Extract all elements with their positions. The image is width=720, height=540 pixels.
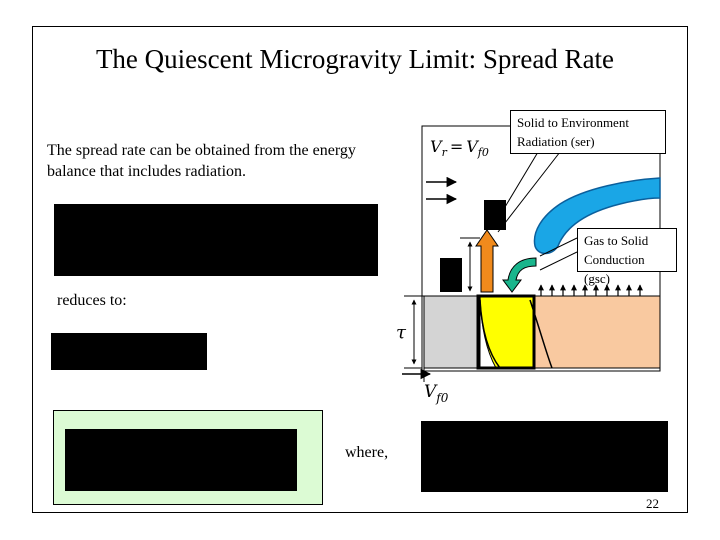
tau-label: τ	[396, 322, 406, 343]
vr-label: $V_r = V_{f0}$	[430, 137, 489, 159]
virgin-fuel	[534, 296, 660, 368]
radiation-block-lower	[440, 258, 462, 292]
ser-callout: Solid to Environment Radiation (ser)	[510, 110, 666, 154]
slide-title: The Quiescent Microgravity Limit: Spread Rate	[95, 44, 615, 74]
where-label: where,	[345, 444, 389, 461]
vf0-label: $V_{f0}$	[424, 382, 449, 405]
gsc-callout: Gas to Solid Conduction (gsc)	[577, 228, 677, 272]
radiation-block-upper	[484, 200, 506, 230]
reduces-to-label: reduces to:	[57, 292, 127, 309]
intro-text: The spread rate can be obtained from the energy balance that includes radiation.	[47, 142, 356, 180]
burnt-region	[424, 296, 480, 368]
slide-number: 22	[646, 496, 659, 511]
